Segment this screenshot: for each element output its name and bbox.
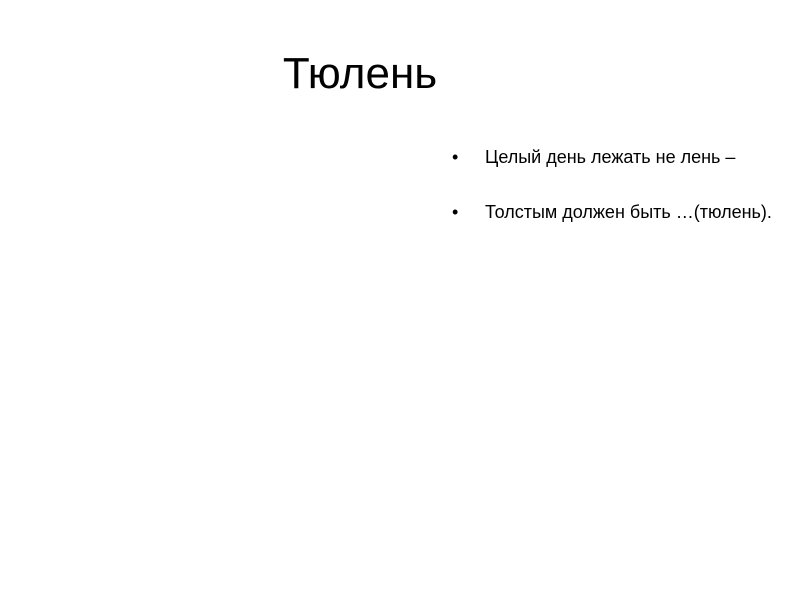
bullet-text: Толстым должен быть …(тюлень).	[485, 202, 772, 222]
bullet-list	[452, 144, 782, 254]
bullet-marker: •	[452, 202, 459, 222]
bullet-item	[452, 199, 782, 226]
bullet-item	[452, 144, 782, 171]
bullet-text: Целый день лежать не лень –	[485, 147, 736, 167]
slide-title: Тюлень	[282, 49, 438, 98]
bullet-marker: •	[452, 147, 459, 167]
